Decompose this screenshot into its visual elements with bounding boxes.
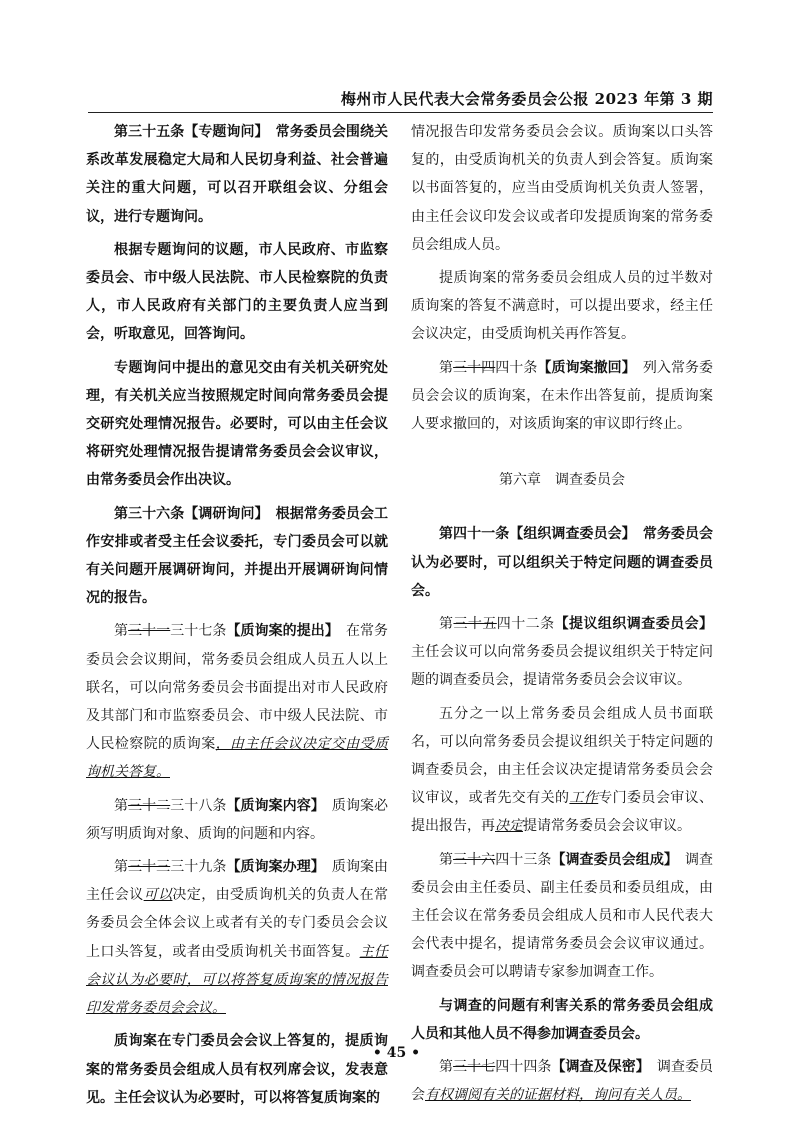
article-43-title: 【调查委员会组成】: [551, 851, 671, 868]
deleted-text: 三十一: [128, 623, 171, 640]
article-40-title: 【质询案撤回】: [537, 359, 629, 376]
article-40-paragraph: 第三十四四十条【质询案撤回】 列入常务委员会会议的质询案，在未作出答复前，提质询案人要求撤回的，对该质询案的审议即行终止。: [411, 359, 714, 433]
article-43-paragraph-2: 与调查的问题有利害关系的常务委员会组成人员和其他人员不得参加调查委员会。: [411, 997, 713, 1042]
amended-text: 可以: [143, 887, 173, 904]
amended-text: 有权调阅有关的证据材料，询问有关人员。: [425, 1087, 691, 1104]
article-38-title: 【质询案内容】: [226, 797, 318, 814]
article-39-paragraph-2: 质询案在专门委员会会议上答复的，提质询案的常务委员会组成人员有权列席会议，发表意见。主任会议认为必要时，可以将答复质询案的: [86, 1033, 388, 1106]
article-37-paragraph: 第三十一三十七条【质询案的提出】 在常务委员会会议期间，常务委员会组成人员五人以上联名，可以向常务委员会书面提出对市人民政府及其部门和市监察委员会、市中级人民法院、市人民检察院的质询案，由主任会议决定交由受质询机关答复。: [86, 623, 389, 781]
article-36-paragraph: 第三十六条【调研询问】 根据常务委员会工作安排或者受主任会议委托，专门委员会可以就有关问题开展调研询问，并提出开展调研询问情况的报告。: [86, 505, 389, 607]
page-number: • 45 •: [372, 1045, 421, 1061]
left-column: [86, 118, 388, 1117]
amended-text: ，由主任会议决定交由受质询机关答复。: [86, 736, 389, 781]
deleted-text: 三十二: [128, 797, 171, 814]
right-column: [411, 118, 713, 1115]
amended-text: 决定: [495, 818, 523, 835]
chapter-heading: 第六章 调查委员会: [499, 472, 625, 489]
article-44-title: 【调查及保密】: [551, 1059, 643, 1076]
article-41-paragraph: 第四十一条【组织调查委员会】 常务委员会认为必要时，可以组织关于特定问题的调查委员会。: [411, 526, 714, 599]
article-42-title: 【提议组织调查委员会】: [554, 616, 714, 633]
article-35-paragraph-3: 专题询问中提出的意见交由有关机关研究处理，有关机关应当按照规定时间向常务委员会提交研究处理情况报告。必要时，可以由主任会议将研究处理情况报告提请常务委员会会议审议，由常务委员会作出决议。: [86, 359, 388, 489]
amended-text: 工作: [569, 790, 599, 807]
article-39-paragraph-3: 提质询案的常务委员会组成人员的过半数对质询案的答复不满意时，可以提出要求，经主任会议决定，由受质询机关再作答复。: [411, 270, 713, 343]
article-42-paragraph: 第三十五四十二条【提议组织调查委员会】主任会议可以向常务委员会提议组织关于特定问题的调查委员会，提请常务委员会会议审议。: [411, 616, 714, 689]
article-35-paragraph: 第三十五条【专题询问】 常务委员会围绕关系改革发展稳定大局和人民切身利益、社会普遍关注的重大问题，可以召开联组会议、分组会议，进行专题询问。: [86, 124, 389, 225]
article-39-paragraph: 第三十三三十九条【质询案办理】 质询案由主任会议可以决定，由受质询机关的负责人在常务委员会全体会议上或者有关的专门委员会会议上口头答复，或者由受质询机关书面答复。主任会议认为必要时，可以将答复质询案的情况报告印发常务委员会会议。: [86, 859, 389, 1017]
article-44-paragraph: 第三十七四十四条【调查及保密】 调查委员会有权调阅有关的证据材料，询问有关人员。: [411, 1059, 714, 1104]
article-42-paragraph-2: 五分之一以上常务委员会组成人员书面联名，可以向常务委员会提议组织关于特定问题的调查委员会，由主任会议决定提请常务委员会会议审议，或者先交有关的工作专门委员会审议、提出报告，再决定提请常务委员会会议审议。: [411, 705, 714, 835]
deleted-text: 三十四: [453, 359, 496, 376]
deleted-text: 三十七: [453, 1059, 496, 1076]
article-35-paragraph-2: 根据专题询问的议题，市人民政府、市监察委员会、市中级人民法院、市人民检察院的负责人，市人民政府有关部门的主要负责人应当到会，听取意见，回答询问。: [86, 241, 388, 343]
deleted-text: 三十六: [453, 851, 496, 868]
article-35-heading: 第三十五条【专题询问】: [114, 124, 262, 140]
article-36-heading: 第三十六条【调研询问】: [114, 505, 262, 522]
article-41-heading: 第四十一条【组织调查委员会】: [439, 526, 629, 543]
article-38-paragraph: 第三十二三十八条【质询案内容】 质询案必须写明质询对象、质询的问题和内容。: [86, 797, 389, 842]
article-43-paragraph: 第三十六四十三条【调查委员会组成】 调查委员会由主任委员、副主任委员和委员组成，由主任会议在常务委员会组成人员和市人民代表大会代表中提名，提请常务委员会会议审议通过。调查委员会可以聘请专家参加调查工作。: [411, 851, 714, 981]
article-39-title: 【质询案办理】: [226, 859, 318, 876]
page-header: 梅州市人民代表大会常务委员会公报 2023 年第 3 期: [340, 90, 713, 108]
amended-text: 主任会议认为必要时，可以将答复质询案的情况报告印发常务委员会会议。: [86, 943, 389, 1017]
deleted-text: 三十五: [453, 616, 497, 633]
header-divider: [88, 112, 713, 113]
continued-paragraph: 情况报告印发常务委员会会议。质询案以口头答复的，由受质询机关的负责人到会答复。质询案以书面答复的，应当由受质询机关负责人签署，由主任会议印发会议或者印发提质询案的常务委员会组成人员。: [411, 124, 713, 253]
deleted-text: 三十三: [128, 859, 171, 876]
article-37-title: 【质询案的提出】: [226, 623, 332, 640]
